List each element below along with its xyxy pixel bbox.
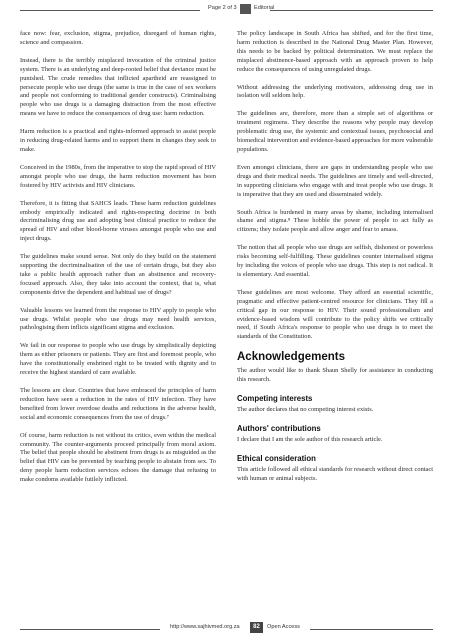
header-separator (240, 4, 251, 14)
footer-rule-left (20, 629, 160, 630)
open-access-label: Open Access (267, 624, 300, 630)
paragraph: The lessons are clear. Countries that have embraced the principles of harm reduction have seen a reduction in the rates of HIV infection. They have benefited from lower overdose deaths and reductions in the adverse health, social and economic consequences from the use of drugs.⁷ (20, 387, 216, 421)
left-column (20, 30, 216, 494)
ethical-consideration-heading: Ethical consideration (237, 453, 316, 463)
header-rule-right (270, 10, 433, 11)
paragraph: The notion that all people who use drugs are selfish, dishonest or powerless risks becoming self-fulfilling. These guidelines counter internalised stigma by including the voices of people who use drugs. This step is not radical. It is elementary. And essential. (237, 244, 433, 278)
paragraph: The guidelines are, therefore, more than a simple set of algorithms or treatment regimens. They describe the reasons why people may develop problematic drug use, the systemic and contextual issues, psychosocial and biomedical intervention and evidence-based approaches for more vulnerable populations. (237, 110, 433, 153)
section-label: Editorial (254, 5, 275, 11)
page-header (0, 5, 453, 17)
paragraph: Even amongst clinicians, there are gaps in understanding people who use drugs and their medical needs. The guidelines are timely and well-directed, in supporting clinicians who engage with and treat people who use drugs. It is imperative that they are used and disseminated widely. (237, 163, 433, 198)
paragraph: Therefore, it is fitting that SAHCS leads. These harm reduction guidelines embody empirically indicated and rights-respecting doctrine in both decriminalising drug use and adopting best clinical practice to reduce the spread of HIV and other blood-borne viruses amongst people who use and inject drugs. (20, 199, 216, 243)
paragraph: These guidelines are most welcome. They afford an essential scientific, pragmatic and effective patient-centred resource for clinicians. They fill a critical gap in our response to HIV. Their sound professionalism and evidence-based wisdom will contribute to the policy shifts we critically need, if South Africa's response to people who use drugs is to meet the standards of the Constitution. (237, 288, 433, 341)
journal-url-link[interactable]: http://www.sajhivmed.org.za (170, 624, 240, 630)
paragraph: face now: fear, exclusion, stigma, prejudice, disregard of human rights, science and compassion. (20, 30, 216, 46)
paragraph: Valuable lessons we learned from the response to HIV apply to people who use drugs. Whilst people who use drugs may need health services, pathologising them inflicts significant stigma and exclusion. (20, 306, 216, 332)
paragraph: Without addressing the underlying motivators, addressing drug use in isolation will seldom help. (237, 83, 433, 100)
right-column (237, 30, 433, 493)
authors-contributions-text: I declare that I am the sole author of this research article. (237, 436, 383, 443)
acknowledgements-text: The author would like to thank Shaun Shelly for assistance in conducting this research. (237, 367, 433, 384)
competing-interests-heading: Competing interests (237, 394, 313, 404)
authors-contributions-heading: Authors' contributions (237, 424, 321, 433)
ethical-consideration-text: This article followed all ethical standards for research without direct contact with human or animal subjects. (237, 465, 433, 482)
page-label: Page 2 of 3 (208, 5, 237, 11)
paragraph: The policy landscape in South Africa has shifted, and for the first time, harm reduction is described in the National Drug Master Plan. However, this needs to be backed by political determination. We must replace the misplaced abstinence-based approach with an approach proven to help reduce the consequences of using unregulated drugs. (237, 30, 433, 73)
paragraph: Of course, harm reduction is not without its critics, even within the medical community. The counter-arguments proceed principally from moral axiom. The belief that people should be abstinent from drugs is as misguided as the belief that HIV can be prevented by teaching people to abstain from sex. To deny people harm reduction services echoes the damage that refusing to make condoms available futilely inflicted. (20, 431, 216, 484)
paragraph: South Africa is burdened in many areas by shame, including internalised shame and stigma.⁸ These hobble the power of people to act fully as citizens; they isolate people and allow anger and fear to amass. (237, 208, 433, 234)
paragraph: Instead, there is the terribly misplaced invocation of the criminal justice system. There is an underlying and deep-rooted belief that deviance must be punished. The crude remedies that inflicted apartheid are reassigned to persecute people who use drugs (the same is true in the case of sex workers and people not conforming to traditional gender constructs). Criminalising people who use drugs is a damaging distraction from the most effective means we have to reduce the consequences of drug use: harm reduction. (20, 56, 216, 118)
header-rule-left (20, 10, 200, 11)
paragraph: Harm reduction is a practical and rights-informed approach to assist people in reducing drug-related harms and to support them in changes they seek to make. (20, 128, 216, 153)
footer-rule-right (310, 629, 433, 630)
page-footer (0, 624, 453, 636)
page-number: 82 (250, 622, 263, 633)
competing-interests-text: The author declares that no competing interest exists. (237, 406, 374, 414)
paragraph: The guidelines make sound sense. Not only do they build on the statement supporting the decriminalisation of the use of certain drugs, but they also take a public health approach rather than an abstinence and recovery-focused approach. Also, they take into account the context, that is, what components drive the dependent and habitual use of drugs? (20, 253, 216, 296)
paragraph: We fail in our response to people who use drugs by simplistically depicting them as either prisoners or patients. They are first and foremost people, who have the constitutionally enshrined right to be treated with dignity and to receive the highest standard of care available. (20, 342, 216, 377)
paragraph: Conceived in the 1980s, from the imperative to stop the rapid spread of HIV amongst people who use drugs, the harm reduction movement has been fostered by HIV activists and HIV clinicians. (20, 163, 216, 189)
acknowledgements-heading: Acknowledgements (237, 351, 345, 364)
